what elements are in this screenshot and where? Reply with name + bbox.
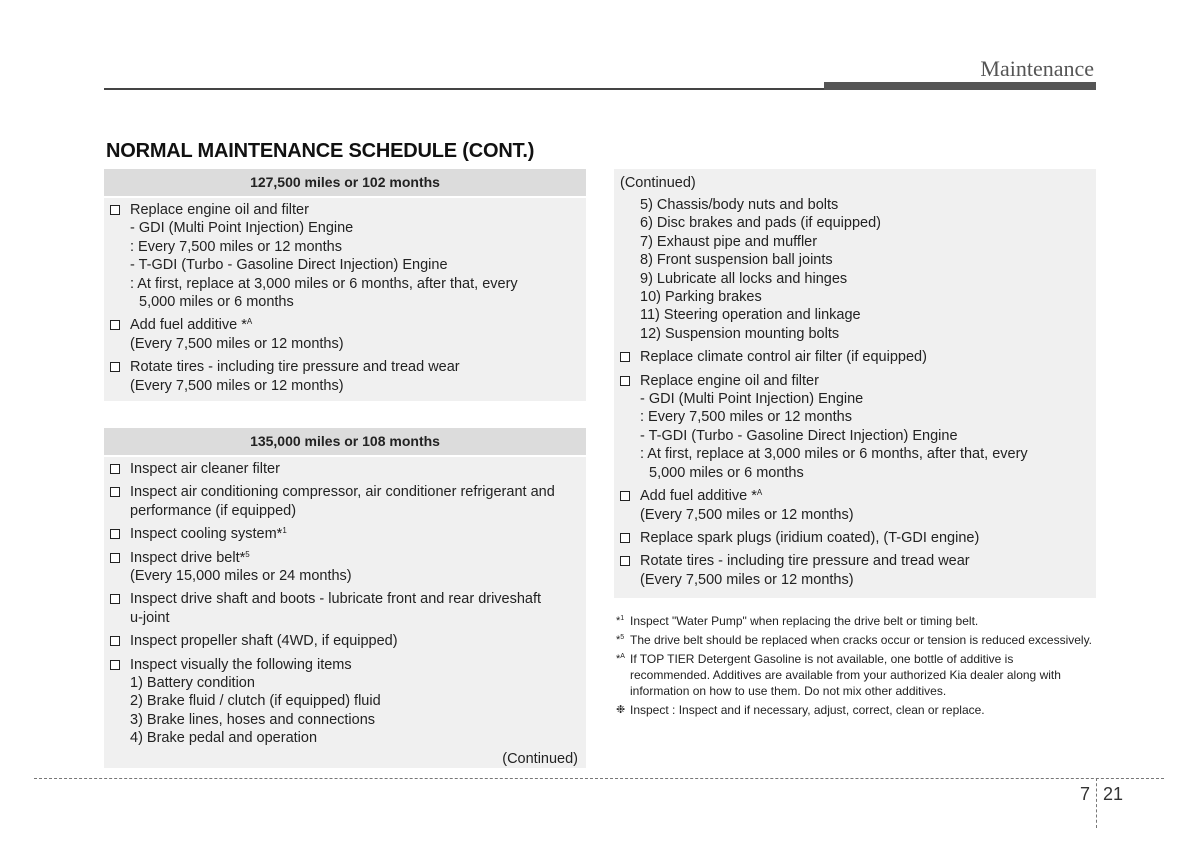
checkbox-icon [620, 556, 630, 566]
visual-check-item: 12) Suspension mounting bolts [640, 325, 840, 342]
continued-label: (Continued) [502, 750, 578, 767]
checklist-item [110, 201, 580, 311]
item-detail: 5,000 miles or 6 months [139, 294, 294, 311]
item-label: Inspect drive shaft and boots - lubricate front and rear driveshaft [130, 591, 542, 608]
item-label: Inspect visually the following items [130, 656, 352, 673]
visual-check-item: 6) Disc brakes and pads (if equipped) [640, 215, 881, 232]
item-label-cont: u-joint [130, 609, 170, 626]
checkbox-icon [620, 491, 630, 501]
schedule-box-127500 [104, 169, 586, 401]
item-label: Rotate tires - including tire pressure and tread wear [130, 359, 460, 376]
item-detail: - T-GDI (Turbo - Gasoline Direct Injection) Engine [130, 257, 448, 274]
footnote-marker: 5 [245, 549, 250, 559]
footnote-mark: *$^5$ [616, 634, 625, 646]
item-detail: 5,000 miles or 6 months [649, 464, 804, 481]
footnote-text: Inspect : Inspect and if necessary, adjust, correct, clean or replace. [630, 703, 985, 717]
running-header-title: Maintenance [980, 56, 1094, 81]
footnote-mark: *$^1$ [616, 615, 625, 627]
schedule-box-title: 135,000 miles or 108 months [104, 428, 586, 457]
item-detail: - GDI (Multi Point Injection) Engine [640, 391, 864, 408]
checklist-item [620, 552, 1090, 589]
item-label: Replace spark plugs (iridium coated), (T-GDI engine) [640, 529, 980, 546]
checkbox-icon [110, 660, 120, 670]
checkbox-icon [620, 352, 630, 362]
checkbox-icon [110, 320, 120, 330]
checkbox-icon [110, 464, 120, 474]
checkbox-icon [110, 594, 120, 604]
visual-check-item: 3) Brake lines, hoses and connections [130, 711, 376, 728]
item-label: Inspect air cleaner filter [130, 461, 280, 477]
visual-check-item: 2) Brake fluid / clutch (if equipped) fluid [130, 693, 381, 710]
checklist-item [110, 656, 580, 748]
schedule-box-title: 127,500 miles or 102 months [104, 169, 586, 198]
chapter-number: 7 [1080, 784, 1091, 804]
checklist-item [110, 316, 580, 353]
header-rule-accent [824, 82, 1096, 90]
footnote-marker: A [756, 488, 763, 498]
footnote-text: If TOP TIER Detergent Gasoline is not available, one bottle of additive is recommended. Additives are available from your authorized Kia dealer along with information on how to use them. Do not mix other additives. [630, 652, 1061, 698]
footer-rule [34, 778, 1164, 779]
footnote [616, 613, 1094, 629]
item-detail: (Every 15,000 miles or 24 months) [130, 568, 352, 585]
footnote-marker: A [246, 317, 253, 327]
item-label: Replace climate control air filter (if equipped) [640, 349, 927, 366]
visual-check-list [620, 196, 1090, 343]
item-label: Add fuel additive * [130, 317, 247, 334]
item-detail: (Every 7,500 miles or 12 months) [640, 506, 854, 523]
checkbox-icon [110, 553, 120, 563]
page-number: 21 [1103, 784, 1124, 804]
checkbox-icon [620, 533, 630, 543]
item-label: Inspect propeller shaft (4WD, if equipped) [130, 633, 398, 650]
checklist-item [620, 529, 1090, 547]
footnote [616, 651, 1094, 699]
visual-check-item: 1) Battery condition [130, 675, 255, 692]
item-detail: : Every 7,500 miles or 12 months [640, 409, 852, 426]
visual-check-item: 5) Chassis/body nuts and bolts [640, 197, 839, 213]
item-label: Inspect air conditioning compressor, air conditioner refrigerant and [130, 484, 555, 501]
item-label: Inspect cooling system* [130, 526, 283, 543]
checkbox-icon [110, 362, 120, 372]
footnote-marker: 1 [282, 526, 287, 536]
checklist-item [110, 590, 580, 627]
item-label: Inspect drive belt* [130, 549, 246, 566]
footnote-mark: *$^A$ [616, 653, 625, 665]
checklist-item [110, 358, 580, 395]
inspect-symbol-icon: ❉ [616, 704, 626, 716]
page-title: NORMAL MAINTENANCE SCHEDULE (CONT.) [106, 140, 535, 162]
visual-check-item: 9) Lubricate all locks and hinges [640, 270, 848, 287]
item-label: Add fuel additive * [640, 488, 757, 505]
checklist-item [110, 483, 580, 520]
checklist-item [620, 487, 1090, 524]
checkbox-icon [110, 529, 120, 539]
checkbox-icon [110, 636, 120, 646]
checklist-item [110, 632, 580, 650]
visual-check-item: 11) Steering operation and linkage [640, 307, 861, 324]
visual-check-item: 4) Brake pedal and operation [130, 730, 318, 747]
schedule-box-135000 [104, 428, 586, 768]
item-detail: - T-GDI (Turbo - Gasoline Direct Injection) Engine [640, 427, 958, 444]
footnote [616, 632, 1094, 648]
checklist-item [110, 549, 580, 586]
item-label: Replace engine oil and filter [640, 372, 819, 389]
item-label: Replace engine oil and filter [130, 202, 309, 218]
checklist-item [620, 372, 1090, 482]
checklist-item [620, 348, 1090, 366]
schedule-box-continued [614, 169, 1096, 598]
visual-check-item: 7) Exhaust pipe and muffler [640, 233, 818, 250]
footnote-text: The drive belt should be replaced when cracks occur or tension is reduced excessively. [630, 633, 1093, 647]
continued-label: (Continued) [620, 175, 696, 191]
footer-divider [1096, 778, 1097, 828]
item-detail: (Every 7,500 miles or 12 months) [130, 335, 344, 352]
footnote-text: Inspect "Water Pump" when replacing the drive belt or timing belt. [630, 614, 979, 628]
footnote [616, 702, 1094, 718]
checkbox-icon [110, 487, 120, 497]
item-label-cont: performance (if equipped) [130, 502, 297, 519]
item-detail: : Every 7,500 miles or 12 months [130, 238, 342, 255]
checkbox-icon [110, 205, 120, 215]
visual-check-item: 10) Parking brakes [640, 289, 762, 306]
header-rule [104, 88, 824, 90]
item-detail: (Every 7,500 miles or 12 months) [640, 571, 854, 588]
item-detail: (Every 7,500 miles or 12 months) [130, 377, 344, 394]
checklist-item [110, 525, 580, 543]
visual-check-item: 8) Front suspension ball joints [640, 252, 833, 269]
item-detail: - GDI (Multi Point Injection) Engine [130, 220, 354, 237]
item-label: Rotate tires - including tire pressure and tread wear [640, 553, 970, 570]
item-detail: : At first, replace at 3,000 miles or 6 months, after that, every [640, 446, 1028, 463]
footnotes [616, 613, 1094, 721]
checklist-item [110, 460, 580, 478]
item-detail: : At first, replace at 3,000 miles or 6 months, after that, every [130, 275, 518, 292]
checkbox-icon [620, 376, 630, 386]
